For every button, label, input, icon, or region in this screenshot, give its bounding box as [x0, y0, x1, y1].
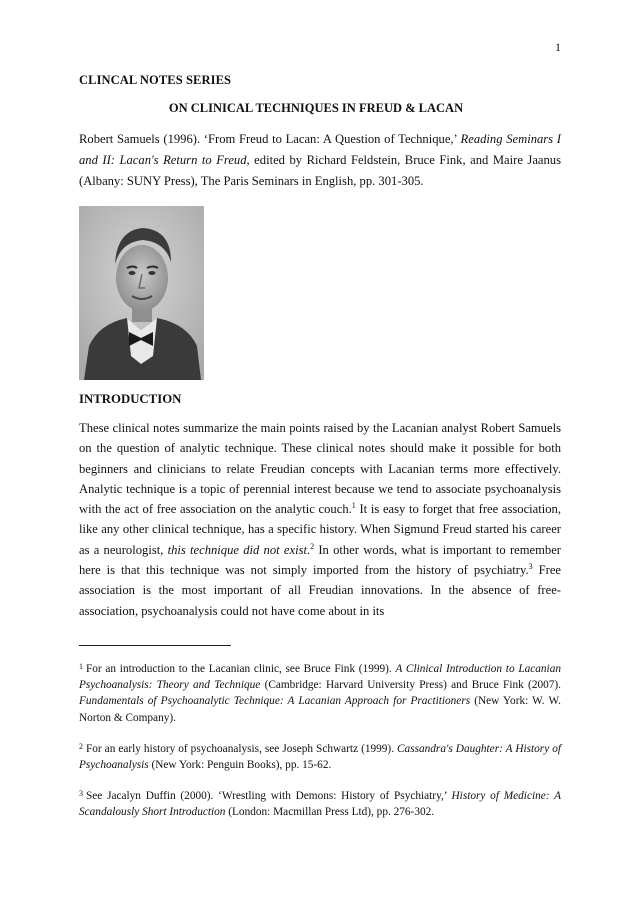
footnote-divider: [79, 645, 231, 646]
footnote-book-title: History of Medicine: A Scandalously Short Introduction: [79, 790, 561, 819]
footnote-number: 2: [79, 741, 83, 751]
body-text-part: .: [306, 542, 311, 557]
document-title: ON CLINICAL TECHNIQUES IN FREUD & LACAN: [168, 101, 464, 115]
citation-text-end: , edited by Richard Feldstein, Bruce Fink, and Maire Jaanus (Albany: SUNY Press), The Paris Seminars in English, pp. 301-305.: [79, 153, 561, 188]
citation-text: Robert Samuels (1996). ‘From Freud to Lacan: A Question of Technique,’: [79, 132, 461, 146]
footnote-book-title: Fundamentals of Psychoanalytic Technique: A Lacanian Approach for Practitioners: [79, 695, 471, 708]
body-text-part: It is easy to forget that free association, like any other clinical technique, has a specific history. When Sigmund Freud started his career as a neurologist,: [79, 502, 561, 557]
footnote-ref[interactable]: 3: [528, 561, 533, 571]
footnote-number: 1: [79, 661, 83, 671]
source-citation: [79, 129, 561, 192]
author-portrait-photo: [79, 206, 204, 380]
body-text-part: Free association is the most important of all Freudian innovations. In the absence of free-association, psychoanalysis could not have come about in its: [79, 563, 561, 618]
footnote-text: For an introduction to the Lacanian clinic, see Bruce Fink (1999).: [86, 662, 396, 675]
page-number: 1: [555, 40, 561, 54]
footnote-text: See Jacalyn Duffin (2000). ‘Wrestling with Demons: History of Psychiatry,’: [86, 790, 452, 803]
footnote-text: (Cambridge: Harvard University Press) and Bruce Fink (2007).: [260, 679, 562, 692]
footnote-2: [79, 739, 561, 773]
footnote-text: (London: Macmillan Press Ltd), pp. 276-302.: [225, 806, 435, 819]
portrait-illustration: [79, 206, 204, 380]
footnote-ref[interactable]: 1: [351, 501, 356, 510]
footnote-1: [79, 659, 561, 726]
footnote-number: 3: [79, 789, 83, 799]
footnote-book-title: Cassandra's Daughter: A History of Psychoanalysis: [79, 742, 561, 771]
citation-book-title: Reading Seminars I and II: Lacan's Return to Freud: [79, 132, 561, 167]
body-text-emphasis: this technique did not exist: [167, 542, 307, 557]
body-text-part: In other words, what is important to remember here is that this technique was not simply imported from the history of psychiatry.: [79, 542, 561, 578]
footnote-text: (New York: W. W. Norton & Company).: [79, 695, 561, 724]
footnote-text: For an early history of psychoanalysis, see Joseph Schwartz (1999).: [86, 742, 398, 755]
footnote-book-title: A Clinical Introduction to Lacanian Psychoanalysis: Theory and Technique: [79, 662, 561, 692]
footnote-3: [79, 786, 561, 820]
section-heading-introduction: INTRODUCTION: [79, 392, 182, 406]
series-label: CLINCAL NOTES SERIES: [79, 73, 232, 87]
footnote-text: (New York: Penguin Books), pp. 15-62.: [148, 758, 332, 771]
footnote-ref[interactable]: 2: [310, 541, 315, 551]
body-text-part: These clinical notes summarize the main points raised by the Lacanian analyst Robert Samuels on the question of analytic technique. These clinical notes should make it possible for both beginners and clinicians to relate Freudian concepts with Lacanian terms more effectively. Analytic technique is a topic of perennial interest because we tend to associate psychoanalysis with the act of free association on the analytic couch.: [79, 421, 561, 517]
page-content: [79, 70, 561, 821]
introduction-paragraph: [79, 418, 561, 621]
